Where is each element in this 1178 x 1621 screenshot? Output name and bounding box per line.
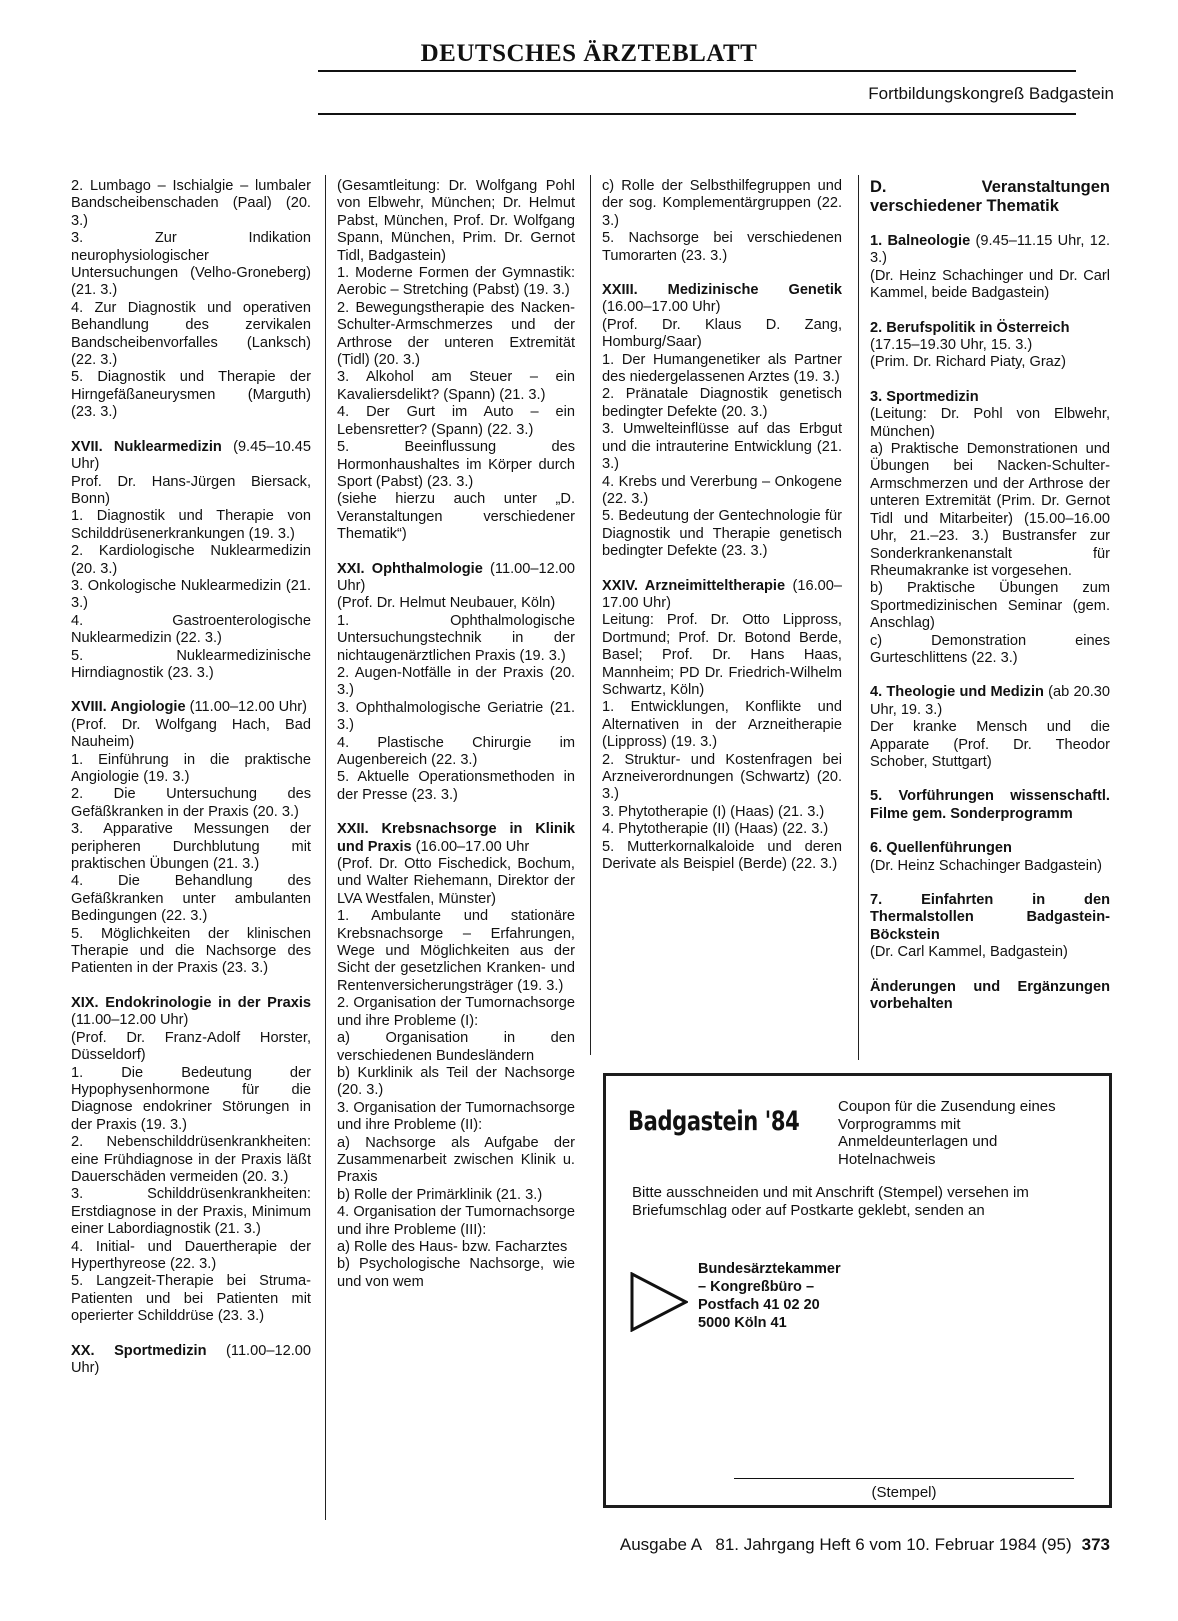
list-item bbox=[602, 804, 842, 821]
item-text: 1. Ophthalmologische Untersuchungstechnik in der nichtaugenärztlichen Praxis (19. 3.) bbox=[337, 612, 575, 664]
item-text: 1. Die Bedeutung der Hypophysenhormone für die Diagnose endokriner Störungen in der Praxis (19. 3.) bbox=[71, 1064, 311, 1133]
item-text: 2. Lumbago – Ischialgie – lumbaler Bandscheibenschaden (Paal) (20. 3.) bbox=[71, 178, 311, 229]
list-item bbox=[337, 300, 575, 370]
item-text: 4. Initial- und Dauertherapie der Hyperthyreose (22. 3.) bbox=[71, 1238, 311, 1272]
column-2 bbox=[337, 178, 575, 1291]
item-text: (11.00–12.00 Uhr) bbox=[71, 1012, 189, 1029]
section-heading bbox=[870, 840, 1110, 857]
list-item bbox=[337, 613, 575, 665]
list-item bbox=[337, 439, 575, 491]
item-text: 3. Organisation der Tumornachsorge und ihre Probleme (II): bbox=[337, 1099, 575, 1134]
list-item bbox=[870, 337, 1110, 354]
address-line: – Kongreßbüro – bbox=[698, 1279, 815, 1295]
item-text: a) Nachsorge als Aufgabe der Zusammenarbeit zwischen Klinik u. Praxis bbox=[337, 1134, 575, 1186]
item-text: 3. Zur Indikation neurophysiologischer Untersuchungen (Velho-Groneberg) (21. 3.) bbox=[71, 230, 311, 299]
list-item bbox=[870, 633, 1110, 668]
address-line: Bundesärztekammer bbox=[698, 1261, 841, 1277]
list-item bbox=[870, 858, 1110, 875]
list-item bbox=[71, 178, 311, 230]
item-text: 1. Diagnostik und Therapie von Schilddrüsenerkrankungen (19. 3.) bbox=[71, 508, 311, 542]
item-text: 3. Onkologische Nuklearmedizin (21. 3.) bbox=[71, 577, 311, 612]
item-text: (Prof. Dr. Otto Fischedick, Bochum, und Walter Riehemann, Direktor der LVA Westfalen, Münster) bbox=[337, 856, 575, 907]
item-text: 3. Umwelteinflüsse auf das Erbgut und die intrauterine Entwicklung (21. 3.) bbox=[602, 421, 842, 473]
item-text: (9.45–11.15 Uhr, 12. 3.) bbox=[870, 233, 1110, 267]
list-item bbox=[71, 873, 311, 925]
list-item bbox=[71, 300, 311, 370]
list-item bbox=[71, 508, 311, 543]
section-heading bbox=[870, 979, 1110, 1014]
list-item bbox=[71, 786, 311, 821]
list-item bbox=[337, 265, 575, 300]
item-text: 4. Die Behandlung des Gefäßkranken unter ambulanten Bedingungen (22. 3.) bbox=[71, 873, 311, 925]
item-text: 2. Pränatale Diagnostik genetisch bedingter Defekte (20. 3.) bbox=[602, 386, 842, 420]
subhead-rule bbox=[318, 113, 1076, 115]
list-item bbox=[337, 1135, 575, 1187]
coupon-text: Coupon für die Zusendung eines Vorprogramms mit Anmeldeunterlagen und Hotelnachweis bbox=[838, 1098, 1056, 1168]
item-text: 2. Struktur- und Kostenfragen bei Arzneiverordnungen (Schwartz) (20. 3.) bbox=[602, 751, 842, 803]
item-text: Der kranke Mensch und die Apparate (Prof. Dr. Theodor Schober, Stuttgart) bbox=[870, 719, 1110, 770]
item-text: (Prof. Dr. Franz-Adolf Horster, Düsseldorf) bbox=[71, 1029, 311, 1064]
item-text: c) Demonstration eines Gurteschlittens (22. 3.) bbox=[870, 632, 1110, 666]
section-heading bbox=[337, 561, 575, 596]
column-1 bbox=[71, 178, 311, 1377]
coupon-brand: Badgastein '84 bbox=[628, 1106, 800, 1137]
item-text: 2. Augen-Notfälle in der Praxis (20. 3.) bbox=[337, 664, 575, 699]
page-number: 373 bbox=[1081, 1535, 1110, 1554]
item-text: 4. Organisation der Tumornachsorge und ihre Probleme (III): bbox=[337, 1204, 575, 1238]
section-title: XX. Sportmedizin bbox=[71, 1342, 207, 1359]
list-item bbox=[337, 404, 575, 439]
item-text: 5. Langzeit-Therapie bei Struma-Patienten und bei Patienten mit operierter Schilddrüse (23. 3.) bbox=[71, 1273, 311, 1325]
issue-info: Ausgabe A 81. Jahrgang Heft 6 vom 10. Februar 1984 (95) bbox=[619, 1535, 1072, 1554]
list-item bbox=[337, 735, 575, 770]
section-title: Änderungen und Ergänzungen vorbehalten bbox=[870, 978, 1110, 1013]
list-item bbox=[71, 752, 311, 787]
item-text: 4. Gastroenterologische Nuklearmedizin (22. 3.) bbox=[71, 612, 311, 647]
item-text: 1. Einführung in die praktische Angiologie (19. 3.) bbox=[71, 751, 311, 785]
list-item bbox=[337, 491, 575, 543]
list-item bbox=[602, 752, 842, 804]
item-text: 4. Krebs und Vererbung – Onkogene (22. 3.) bbox=[602, 473, 842, 507]
item-text: (11.00–12.00 Uhr) bbox=[71, 1342, 311, 1376]
column-divider bbox=[858, 175, 859, 1060]
section-title: XXIII. Medizinische Genetik bbox=[602, 282, 842, 299]
list-item bbox=[71, 1239, 311, 1274]
item-text: a) Praktische Demonstrationen und Übungen bei Nacken-Schulter-Armschmerzen und der Arthrose der unteren Extremität (Prim. Dr. Gernot Tidl und Mitarbeiter) (15.00–16.00 Uhr, 21.–23. 3.) Bustransfer zur Sonderkrankenanstalt für Rheumakranke ist vorgesehen. bbox=[870, 441, 1110, 579]
list-item bbox=[602, 230, 842, 265]
item-text: 5. Mutterkornalkaloide und deren Derivate als Beispiel (Berde) (22. 3.) bbox=[602, 838, 842, 873]
item-text: (Prof. Dr. Wolfgang Hach, Bad Nauheim) bbox=[71, 716, 311, 751]
list-item bbox=[71, 1065, 311, 1135]
item-text: a) Rolle des Haus- bzw. Facharztes bbox=[337, 1238, 568, 1255]
list-item bbox=[337, 769, 575, 804]
section-title: XXI. Ophthalmologie bbox=[337, 560, 483, 577]
list-item bbox=[870, 944, 1110, 961]
list-item bbox=[71, 369, 311, 421]
item-text: 4. Der Gurt im Auto – ein Lebensretter? (Spann) (22. 3.) bbox=[337, 404, 575, 438]
column-3 bbox=[602, 178, 842, 873]
item-text: 5. Beeinflussung des Hormonhaushaltes im Körper durch Sport (Pabst) (23. 3.) bbox=[337, 439, 575, 490]
item-text: (Prof. Dr. Helmut Neubauer, Köln) bbox=[337, 595, 556, 612]
item-text: 4. Plastische Chirurgie im Augenbereich (22. 3.) bbox=[337, 734, 575, 768]
address-line: 5000 Köln 41 bbox=[698, 1315, 787, 1331]
section-heading bbox=[71, 995, 311, 1030]
item-text: 2. Organisation der Tumornachsorge und ihre Probleme (I): bbox=[337, 995, 575, 1029]
column-divider bbox=[590, 175, 591, 1055]
section-heading bbox=[870, 389, 1110, 406]
item-text: 3. Alkohol am Steuer – ein Kavaliersdelikt? (Spann) (21. 3.) bbox=[337, 369, 575, 403]
stamp-label: (Stempel) bbox=[871, 1484, 937, 1501]
item-text: (11.00–12.00 Uhr) bbox=[185, 699, 308, 716]
item-text: 2. Bewegungstherapie des Nacken-Schulter-Armschmerzes und der Arthrose der unteren Extremität (Tidl) (20. 3.) bbox=[337, 299, 575, 369]
section-heading bbox=[602, 578, 842, 613]
list-item bbox=[337, 908, 575, 995]
item-text: 1. Der Humangenetiker als Partner des niedergelassenen Arztes (19. 3.) bbox=[602, 351, 842, 386]
item-text: (ab 20.30 Uhr, 19. 3.) bbox=[870, 684, 1110, 718]
list-item bbox=[870, 719, 1110, 771]
list-item bbox=[337, 665, 575, 700]
list-item bbox=[337, 995, 575, 1030]
section-heading bbox=[602, 282, 842, 317]
item-text: 4. Phytotherapie (II) (Haas) (22. 3.) bbox=[602, 821, 829, 838]
list-item bbox=[71, 578, 311, 613]
section-title: 6. Quellenführungen bbox=[870, 840, 1012, 857]
list-item bbox=[602, 821, 842, 838]
section-title: XVII. Nuklearmedizin bbox=[71, 438, 222, 455]
list-item bbox=[870, 406, 1110, 441]
section-title: XIX. Endokrinologie in der Praxis bbox=[71, 994, 311, 1011]
section-title: XVIII. Angiologie bbox=[71, 699, 186, 716]
list-item bbox=[602, 699, 842, 751]
coupon-instruction: Bitte ausschneiden und mit Anschrift (Stempel) versehen im Briefumschlag oder auf Postkarte geklebt, senden an bbox=[632, 1184, 1029, 1219]
section-heading bbox=[870, 892, 1110, 944]
list-item bbox=[71, 717, 311, 752]
coupon-address bbox=[698, 1260, 841, 1332]
section-title: XXIV. Arzneimitteltherapie bbox=[602, 577, 786, 594]
list-item bbox=[602, 421, 842, 473]
section-title: XXII. Krebsnachsorge in Klinik und Praxis bbox=[337, 821, 575, 855]
item-text: (16.00–17.00 Uhr bbox=[411, 838, 530, 855]
list-item bbox=[337, 1239, 575, 1256]
item-text: 5. Nachsorge bei verschiedenen Tumorarten (23. 3.) bbox=[602, 230, 842, 264]
item-text: (Dr. Heinz Schachinger und Dr. Carl Kammel, beide Badgastein) bbox=[870, 267, 1110, 302]
item-text: (Prim. Dr. Richard Piaty, Graz) bbox=[870, 354, 1066, 371]
list-item bbox=[870, 580, 1110, 632]
list-item bbox=[71, 821, 311, 873]
list-item bbox=[337, 1187, 575, 1204]
item-text: (17.15–19.30 Uhr, 15. 3.) bbox=[870, 337, 1033, 354]
list-item bbox=[337, 1204, 575, 1239]
list-item bbox=[71, 543, 311, 578]
column-divider bbox=[325, 175, 326, 1520]
list-item bbox=[71, 1134, 311, 1186]
list-item bbox=[337, 700, 575, 735]
section-heading: D. Veranstaltungen verschiedener Thematik bbox=[870, 178, 1110, 215]
section-heading bbox=[870, 684, 1110, 719]
list-item bbox=[602, 612, 842, 699]
list-item bbox=[337, 1065, 575, 1100]
item-text: (Dr. Heinz Schachinger Badgastein) bbox=[870, 857, 1102, 874]
item-text: (9.45–10.45 Uhr) bbox=[71, 438, 311, 473]
masthead: DEUTSCHES ÄRZTEBLATT bbox=[420, 40, 758, 67]
section-heading bbox=[71, 1343, 311, 1378]
item-text: 2. Die Untersuchung des Gefäßkranken in der Praxis (20. 3.) bbox=[71, 786, 311, 820]
list-item bbox=[337, 1030, 575, 1065]
section-title: 5. Vorführungen wissenschaftl. Filme gem. Sonderprogramm bbox=[870, 788, 1110, 822]
section-subhead: Fortbildungskongreß Badgastein bbox=[868, 84, 1114, 103]
item-text: (Gesamtleitung: Dr. Wolfgang Pohl von Elbwehr, München; Dr. Helmut Pabst, München, Prof. Dr. Wolfgang Spann, München, Prim. Dr. Gernot Tidl, Badgastein) bbox=[337, 178, 575, 264]
section-heading bbox=[71, 439, 311, 474]
list-item bbox=[602, 474, 842, 509]
item-text: (16.00–17.00 Uhr) bbox=[602, 577, 842, 611]
list-item bbox=[337, 595, 575, 612]
list-item bbox=[870, 441, 1110, 580]
list-item bbox=[337, 178, 575, 265]
item-text: Prof. Dr. Hans-Jürgen Biersack, Bonn) bbox=[71, 473, 311, 507]
section-heading bbox=[870, 320, 1110, 337]
column-4 bbox=[870, 178, 1110, 1013]
list-item bbox=[337, 1256, 575, 1291]
list-item bbox=[71, 474, 311, 509]
list-item bbox=[602, 178, 842, 230]
section-title: 1. Balneologie bbox=[870, 233, 971, 249]
item-text: 5. Bedeutung der Gentechnologie für Diagnostik und Therapie genetisch bedingter Defekte (23. 3.) bbox=[602, 508, 842, 560]
item-text: 5. Möglichkeiten der klinischen Therapie und die Nachsorge des Patienten in der Praxis (23. 3.) bbox=[71, 925, 311, 977]
list-item bbox=[71, 1273, 311, 1325]
list-item bbox=[71, 1030, 311, 1065]
list-item bbox=[71, 230, 311, 300]
item-text: 2. Kardiologische Nuklearmedizin (20. 3.) bbox=[71, 543, 311, 577]
item-text: 3. Phytotherapie (I) (Haas) (21. 3.) bbox=[602, 803, 825, 820]
item-text: 4. Zur Diagnostik und operativen Behandlung des zervikalen Bandscheibenvorfalles (Lanksch) (22. 3.) bbox=[71, 299, 311, 369]
list-item bbox=[602, 352, 842, 387]
item-text: 1. Ambulante und stationäre Krebsnachsorge – Erfahrungen, Wege und Möglichkeiten aus der Sicht der gesetzlichen Kranken- und Rentenversicherungsträger (19. 3.) bbox=[337, 908, 575, 994]
item-text: 5. Nuklearmedizinische Hirndiagnostik (23. 3.) bbox=[71, 647, 311, 681]
list-item bbox=[870, 354, 1110, 371]
item-text: (Dr. Carl Kammel, Badgastein) bbox=[870, 944, 1068, 961]
item-text: (Leitung: Dr. Pohl von Elbwehr, München) bbox=[870, 406, 1110, 440]
section-title: 2. Berufspolitik in Österreich bbox=[870, 319, 1070, 336]
item-text: c) Rolle der Selbsthilfegruppen und der sog. Komplementärgruppen (22. 3.) bbox=[602, 178, 842, 229]
item-text: b) Kurklinik als Teil der Nachsorge (20. 3.) bbox=[337, 1064, 575, 1099]
list-item bbox=[602, 508, 842, 560]
section-heading bbox=[870, 788, 1110, 823]
item-text: (16.00–17.00 Uhr) bbox=[602, 299, 721, 316]
list-item bbox=[71, 648, 311, 683]
list-item bbox=[337, 856, 575, 908]
stamp-line bbox=[734, 1478, 1074, 1479]
item-text: (11.00–12.00 Uhr) bbox=[337, 560, 575, 594]
item-text: a) Organisation in den verschiedenen Bundesländern bbox=[337, 1030, 575, 1064]
item-text: 3. Apparative Messungen der peripheren Durchblutung mit praktischen Übungen (21. 3.) bbox=[71, 821, 311, 873]
item-text: 5. Aktuelle Operationsmethoden in der Presse (23. 3.) bbox=[337, 769, 575, 803]
item-text: 2. Nebenschilddrüsenkrankheiten: eine Frühdiagnose in der Praxis läßt Dauerschäden vermeiden (20. 3.) bbox=[71, 1134, 311, 1185]
item-text: b) Rolle der Primärklinik (21. 3.) bbox=[337, 1186, 543, 1203]
section-title: 7. Einfahrten in den Thermalstollen Badgastein-Böckstein bbox=[870, 892, 1110, 943]
item-text: (Prof. Dr. Klaus D. Zang, Homburg/Saar) bbox=[602, 316, 842, 351]
section-heading bbox=[337, 821, 575, 856]
arrow-right-icon bbox=[630, 1272, 688, 1332]
item-text: 5. Diagnostik und Therapie der Hirngefäßaneurysmen (Marguth) (23. 3.) bbox=[71, 369, 311, 421]
address-line: Postfach 41 02 20 bbox=[698, 1297, 820, 1313]
list-item bbox=[870, 268, 1110, 303]
list-item bbox=[337, 369, 575, 404]
masthead-rule bbox=[318, 70, 1076, 72]
item-text: 3. Schilddrüsenkrankheiten: Erstdiagnose in der Praxis, Minimum einer Labordiagnostik (21. 3.) bbox=[71, 1186, 311, 1238]
list-item bbox=[71, 926, 311, 978]
list-item bbox=[602, 317, 842, 352]
section-title: 4. Theologie und Medizin bbox=[870, 684, 1044, 701]
item-text: 1. Entwicklungen, Konflikte und Alternativen in der Arzneitherapie (Lippross) (19. 3.) bbox=[602, 699, 842, 751]
section-heading bbox=[870, 233, 1110, 268]
item-text: b) Praktische Übungen zum Sportmedizinischen Seminar (gem. Anschlag) bbox=[870, 580, 1110, 632]
section-title: 3. Sportmedizin bbox=[870, 388, 979, 405]
page-footer bbox=[620, 1535, 1110, 1555]
item-text: (siehe hierzu auch unter „D. Veranstaltungen verschiedener Thematik“) bbox=[337, 491, 575, 543]
list-item bbox=[337, 1100, 575, 1135]
list-item bbox=[602, 386, 842, 421]
item-text: b) Psychologische Nachsorge, wie und von wem bbox=[337, 1256, 575, 1290]
section-heading bbox=[71, 699, 311, 716]
coupon-box bbox=[603, 1073, 1112, 1508]
item-text: 1. Moderne Formen der Gymnastik: Aerobic – Stretching (Pabst) (19. 3.) bbox=[337, 265, 575, 299]
item-text: Leitung: Prof. Dr. Otto Lippross, Dortmund; Prof. Dr. Botond Berde, Basel; Prof. Dr. Hans Haas, Mannheim; PD Dr. Friedrich-Wilhelm Schwartz, Köln) bbox=[602, 612, 842, 698]
list-item bbox=[602, 839, 842, 874]
item-text: 3. Ophthalmologische Geriatrie (21. 3.) bbox=[337, 699, 575, 734]
list-item bbox=[71, 613, 311, 648]
list-item bbox=[71, 1186, 311, 1238]
